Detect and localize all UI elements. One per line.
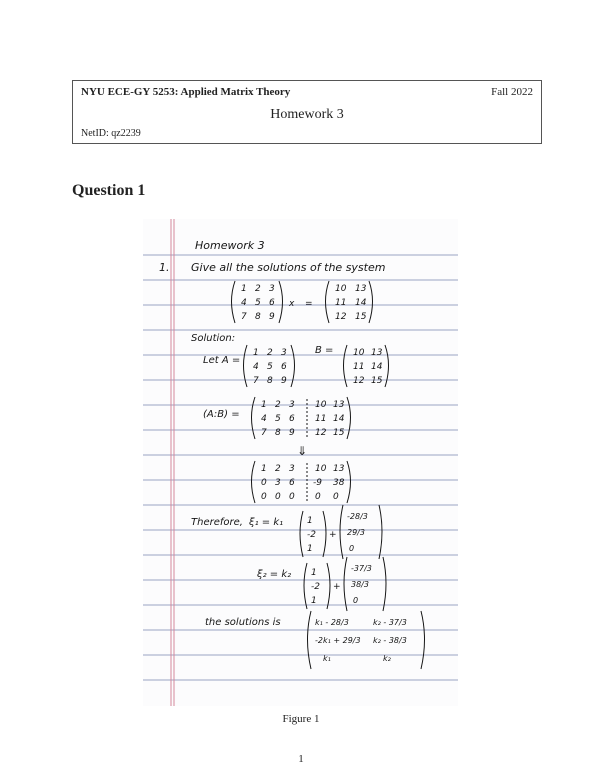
a-33: 9	[281, 376, 287, 386]
red-15: 13	[333, 464, 345, 474]
augmented-label: (A:B) =	[203, 409, 240, 420]
red-33: 0	[289, 492, 295, 502]
sol-11: k₁ - 28/3	[315, 618, 349, 627]
aug-25: 14	[333, 414, 345, 424]
a-21: 4	[253, 362, 259, 372]
sol-22: k₂ - 38/3	[373, 636, 407, 645]
aug-24: 11	[315, 414, 327, 424]
hw-title: Homework 3	[195, 239, 265, 252]
a-13: 3	[281, 348, 287, 358]
xi2-label: ξ₂ = k₂	[257, 569, 292, 580]
reduced-matrix	[252, 461, 351, 503]
sys-a-33: 9	[269, 312, 275, 322]
aug-22: 5	[275, 414, 281, 424]
red-14: 10	[315, 464, 327, 474]
aug-15: 13	[333, 400, 345, 410]
xi1-plus: +	[329, 530, 337, 540]
xi2-part-3: 0	[353, 596, 359, 605]
xi1-expression	[191, 505, 382, 559]
xi2-part-1: -37/3	[351, 564, 372, 573]
xi1-part-1: -28/3	[347, 512, 368, 521]
red-25: 38	[333, 478, 345, 488]
sys-b-11: 10	[335, 284, 347, 294]
aug-21: 4	[261, 414, 267, 424]
aug-23: 6	[289, 414, 295, 424]
hw-solution-label: Solution:	[191, 333, 236, 344]
homework-title: Homework 3	[270, 107, 344, 122]
b-31: 12	[353, 376, 365, 386]
b-label: B =	[315, 345, 334, 356]
header-box	[72, 80, 542, 144]
xi1-label: ξ₁ = k₁	[249, 517, 284, 528]
xi2-null-1: 1	[311, 568, 317, 578]
sol-21: -2k₁ + 29/3	[315, 636, 361, 645]
sys-a-23: 6	[269, 298, 275, 308]
let-a-label: Let A =	[203, 355, 241, 366]
down-arrow: ⇓	[297, 444, 308, 458]
sys-a-22: 5	[255, 298, 261, 308]
margin-lines	[171, 219, 174, 706]
red-13: 3	[289, 464, 295, 474]
a-11: 1	[253, 348, 259, 358]
xi1-null-1: 1	[307, 516, 313, 526]
therefore-label: Therefore,	[191, 517, 243, 528]
question-title: Question 1	[72, 182, 146, 199]
sys-b-21: 11	[335, 298, 347, 308]
xi1-null-3: 1	[307, 544, 313, 554]
a-32: 8	[267, 376, 273, 386]
figure-caption: Figure 1	[282, 713, 320, 725]
system-equation	[232, 281, 373, 323]
aug-34: 12	[315, 428, 327, 438]
red-34: 0	[315, 492, 321, 502]
xi1-part-3: 0	[349, 544, 355, 553]
sol-12: k₂ - 37/3	[373, 618, 407, 627]
red-24: -9	[313, 478, 322, 488]
course-title: NYU ECE-GY 5253: Applied Matrix Theory	[81, 86, 291, 98]
notebook-page	[143, 219, 458, 706]
page-number: 1	[298, 753, 304, 765]
a-22: 5	[267, 362, 273, 372]
the-solutions-label: the solutions is	[205, 617, 281, 628]
sys-a-32: 8	[255, 312, 261, 322]
sys-a-31: 7	[241, 312, 247, 322]
a-31: 7	[253, 376, 259, 386]
sys-b-12: 13	[355, 284, 367, 294]
aug-33: 9	[289, 428, 295, 438]
sys-a-12: 2	[255, 284, 261, 294]
hw-problem-number: 1.	[159, 261, 170, 274]
solution-matrix	[205, 611, 425, 669]
b-21: 11	[353, 362, 365, 372]
sys-a-21: 4	[241, 298, 247, 308]
let-a-b	[203, 345, 389, 387]
sol-31: k₁	[323, 654, 331, 663]
sys-x: x	[289, 299, 295, 309]
b-12: 13	[371, 348, 383, 358]
aug-13: 3	[289, 400, 295, 410]
b-11: 10	[353, 348, 365, 358]
red-23: 6	[289, 478, 295, 488]
red-31: 0	[261, 492, 267, 502]
red-11: 1	[261, 464, 267, 474]
aug-11: 1	[261, 400, 267, 410]
xi2-plus: +	[333, 582, 341, 592]
b-22: 14	[371, 362, 383, 372]
aug-31: 7	[261, 428, 267, 438]
handwriting	[159, 239, 425, 669]
sol-32: k₂	[383, 654, 391, 663]
xi2-part-2: 38/3	[351, 580, 369, 589]
red-12: 2	[275, 464, 281, 474]
sys-b-31: 12	[335, 312, 347, 322]
handwritten-solution-photo	[143, 219, 458, 706]
red-32: 0	[275, 492, 281, 502]
xi2-null-2: -2	[311, 582, 320, 592]
ruled-lines	[143, 255, 458, 680]
xi2-null-3: 1	[311, 596, 317, 606]
xi2-expression	[256, 557, 386, 611]
red-35: 0	[333, 492, 339, 502]
a-23: 6	[281, 362, 287, 372]
sys-a-13: 3	[269, 284, 275, 294]
a-12: 2	[267, 348, 273, 358]
hw-problem-statement: Give all the solutions of the system	[191, 261, 386, 274]
aug-32: 8	[275, 428, 281, 438]
sys-a-11: 1	[241, 284, 247, 294]
sys-b-32: 15	[355, 312, 367, 322]
xi1-part-2: 29/3	[347, 528, 365, 537]
sys-equals: =	[305, 299, 313, 309]
aug-14: 10	[315, 400, 327, 410]
netid-label: NetID: qz2239	[81, 128, 141, 139]
xi1-null-2: -2	[307, 530, 316, 540]
red-21: 0	[261, 478, 267, 488]
aug-12: 2	[275, 400, 281, 410]
term-label: Fall 2022	[491, 86, 533, 98]
aug-35: 15	[333, 428, 345, 438]
augmented-matrix	[203, 397, 351, 439]
b-32: 15	[371, 376, 383, 386]
red-22: 3	[275, 478, 281, 488]
sys-b-22: 14	[355, 298, 367, 308]
